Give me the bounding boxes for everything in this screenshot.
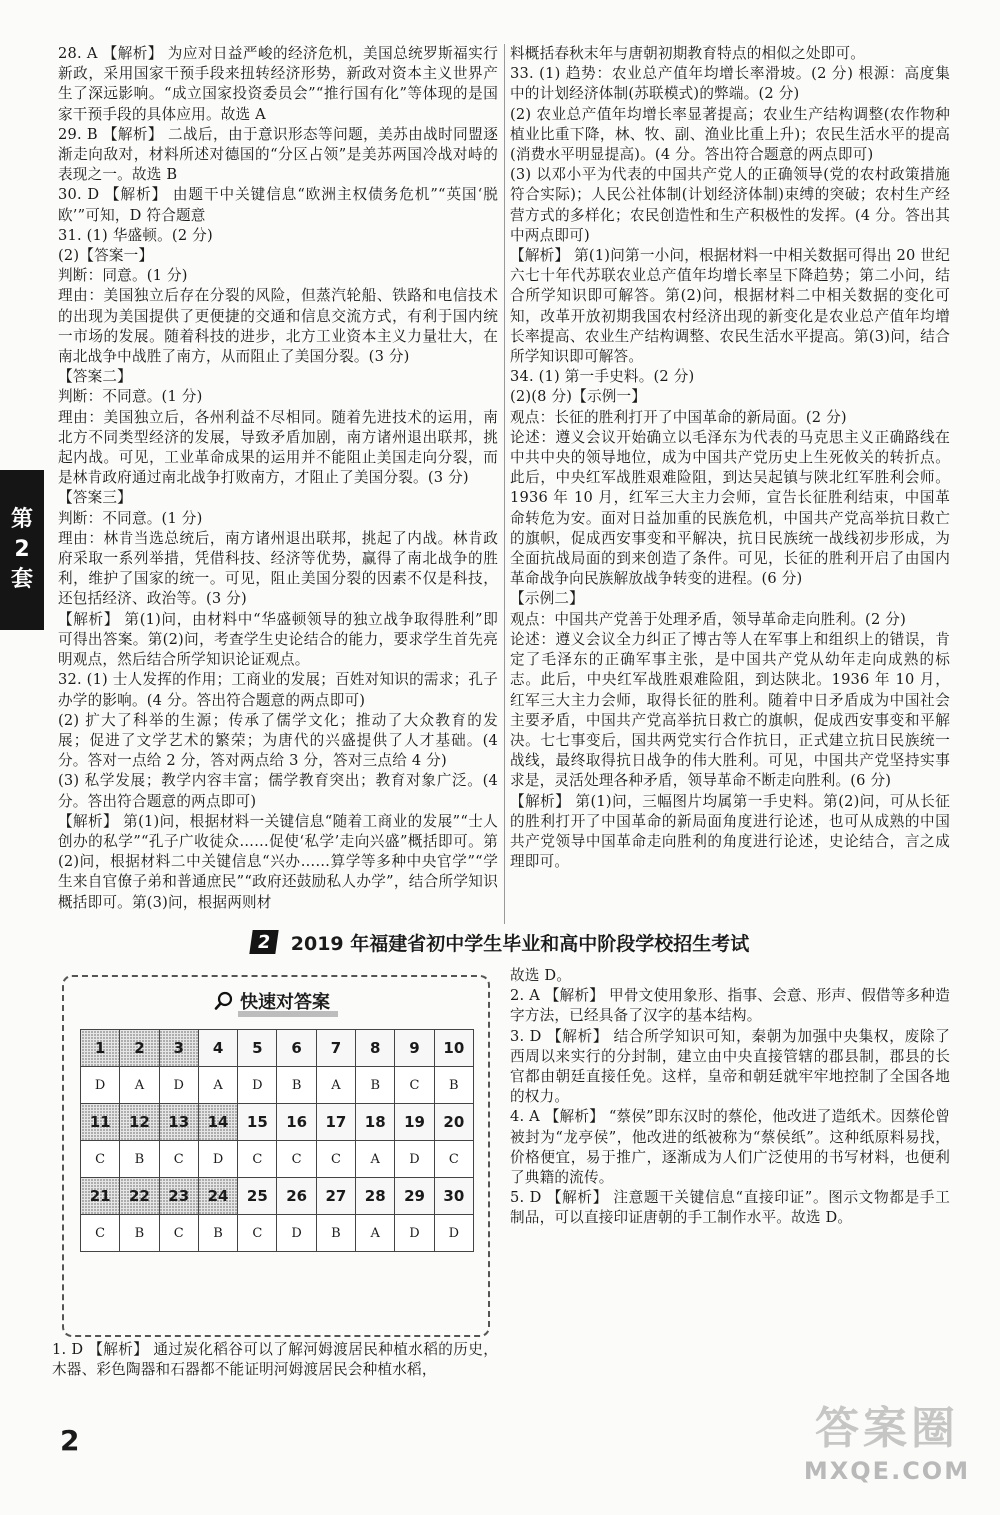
- question-number-cell: 4: [198, 1030, 237, 1067]
- question-number-cell: 27: [316, 1178, 355, 1215]
- answer-34-example1-argument: 论述：遵义会议开始确立以毛泽东为代表的马克思主义正确路线在中共中央的领导地位，成为中国共产党历史上生死攸关的转折点。此后，中央红军战胜艰难险阻，到达吴起镇与陕北红军胜利会师。1936 年 10 月，红军三大主力会师，宣告长征胜利结束，中国革命转危为安。面对日益加重的民族危机，中国共产党高举抗日救亡的旗帜，促成西安事变和平解决，抗日民族统一战线初步形成，为全面抗战局面的到来创造了条件。可见，长征的胜利开启了由国内革命战争向民族解放战争转变的进程。(6 分): [510, 428, 950, 588]
- question-number-cell: 17: [316, 1104, 355, 1141]
- question-number-cell: 8: [356, 1030, 395, 1067]
- answer-31-option1-header: (2)【答案一】: [58, 247, 154, 265]
- question-number-cell: 1: [81, 1030, 120, 1067]
- answer-31-option3-judgement: 判断：不同意。(1 分): [58, 509, 203, 527]
- page-number: 2: [60, 1424, 80, 1457]
- answer-34-example2-view: 观点：中国共产党善于处理矛盾，领导革命走向胜利。(2 分): [510, 610, 906, 628]
- answer-letter-cell: D: [395, 1215, 434, 1252]
- answer-33-part1: 33. (1) 趋势：农业总产值年均增长率滑坡。(2 分) 根源：高度集中的计划经济体制(苏联模式)的弊端。(2 分): [510, 65, 950, 103]
- question-number-cell: 22: [120, 1178, 159, 1215]
- quick-answer-box: [62, 975, 490, 1337]
- question-number-cell: 16: [277, 1104, 316, 1141]
- question-number-cell: 20: [434, 1104, 473, 1141]
- answer-32-part2: (2) 扩大了科举的生源；传承了儒学文化；推动了大众教育的发展；促进了文学艺术的繁荣；为唐代的兴盛提供了人才基础。(4 分。答对一点给 2 分，答对两点给 3 分，答对三点给 4 分): [58, 711, 498, 770]
- bottom-left-column: [52, 1340, 498, 1380]
- answer-letter-cell: D: [277, 1215, 316, 1252]
- question-number-cell: 29: [395, 1178, 434, 1215]
- question-number-cell: 2: [120, 1030, 159, 1067]
- answer-31-option1-judgement: 判断：同意。(1 分): [58, 267, 188, 285]
- magnifier-icon: [214, 991, 234, 1011]
- answer-letter-cell: C: [395, 1067, 434, 1104]
- answer-letter-cell: A: [316, 1067, 355, 1104]
- answer-3: 3. D 【解析】 结合所学知识可知，秦朝为加强中央集权，废除了西周以来实行的分封制，建立由中央直接管辖的郡县制，郡县的长官都由朝廷直接任免。这样，皇帝和朝廷就牢牢地控制了全国各地的权力。: [510, 1027, 950, 1106]
- question-number-cell: 5: [238, 1030, 277, 1067]
- answer-5: 5. D 【解析】 注意题干关键信息“直接印证”。图示文物都是手工制品，可以直接印证唐朝的手工制作水平。故选 D。: [510, 1189, 950, 1227]
- answer-table: [80, 1029, 474, 1252]
- answer-31-option2-header: 【答案二】: [58, 368, 132, 386]
- answer-letter-row: [81, 1067, 474, 1104]
- question-number-cell: 25: [238, 1178, 277, 1215]
- quick-answer-title-text: 快速对答案: [240, 992, 330, 1013]
- answer-letter-cell: D: [81, 1067, 120, 1104]
- answer-31-option1-reason: 理由：美国独立后存在分裂的风险，但蒸汽轮船、铁路和电信技术的出现为美国提供了更便捷的交通和信息交流方式，有利于国内统一市场的发展。随着科技的进步，北方工业资本主义力量壮大，在南北战争中战胜了南方，从而阻止了美国分裂。(3 分): [58, 287, 498, 366]
- question-number-cell: 13: [159, 1104, 198, 1141]
- answer-letter-cell: B: [356, 1067, 395, 1104]
- right-answer-column: [510, 44, 950, 872]
- answer-1-cont: 故选 D。: [510, 967, 572, 984]
- watermark-url: MXQE.COM: [803, 1457, 971, 1485]
- bottom-right-column: [510, 966, 950, 1229]
- side-tab-char-1: 第: [10, 507, 33, 532]
- answer-letter-cell: A: [356, 1141, 395, 1178]
- answer-34-example1-view: 观点：长征的胜利打开了中国革命的新局面。(2 分): [510, 408, 847, 426]
- answer-letter-cell: C: [277, 1141, 316, 1178]
- answer-32-analysis-cont: 料概括春秋末年与唐朝初期教育特点的相似之处即可。: [510, 45, 866, 62]
- answer-letter-cell: D: [238, 1067, 277, 1104]
- question-number-cell: 9: [395, 1030, 434, 1067]
- answer-34-example1-header: (2)(8 分)【示例一】: [510, 388, 647, 406]
- answer-letter-cell: C: [238, 1215, 277, 1252]
- answer-letter-cell: C: [238, 1141, 277, 1178]
- watermark-logo-text: 答案圈: [815, 1403, 959, 1454]
- answer-letter-cell: D: [159, 1067, 198, 1104]
- answer-letter-cell: B: [120, 1215, 159, 1252]
- answer-letter-cell: B: [434, 1067, 473, 1104]
- answer-28: 28. A 【解析】 为应对日益严峻的经济危机，美国总统罗斯福实行新政，采用国家干预手段来扭转经济形势，新政对资本主义世界产生了深远影响。“成立国家投资委员会”“推行国有化”等体现的是国家干预手段的具体应用。故选 A: [58, 45, 498, 123]
- question-number-cell: 10: [434, 1030, 473, 1067]
- answer-letter-cell: A: [198, 1067, 237, 1104]
- answer-34-analysis: 【解析】 第(1)问，三幅图片均属第一手史料。第(2)问，可从长征的胜利打开了中国革命的新局面角度进行论述，也可从成熟的中国共产党领导中国革命走向胜利的角度进行论述，史论结合，言之成理即可。: [510, 792, 950, 871]
- column-divider: [504, 44, 505, 924]
- answer-34-part1: 34. (1) 第一手史料。(2 分): [510, 368, 695, 386]
- question-number-cell: 18: [356, 1104, 395, 1141]
- answer-31-option3-header: 【答案三】: [58, 489, 132, 507]
- question-number-cell: 23: [159, 1178, 198, 1215]
- answer-letter-row: [81, 1141, 474, 1178]
- question-number-cell: 15: [238, 1104, 277, 1141]
- answer-number-row: [81, 1104, 474, 1141]
- answer-34-example2-header: 【示例二】: [510, 590, 584, 608]
- answer-33-part2: (2) 农业总产值年均增长率显著提高；农业生产结构调整(农作物种植业比重下降，林、牧、副、渔业比重上升)；农民生活水平的提高(消费水平明显提高)。(4 分。答出符合题意的两点即可): [510, 105, 950, 164]
- side-tab-char-2: 2: [14, 537, 30, 562]
- answer-29: 29. B 【解析】 二战后，由于意识形态等问题，美苏由战时同盟逐渐走向敌对，材料所述对德国的“分区占领”是美苏两国冷战对峙的表现之一。故选 B: [58, 125, 498, 184]
- answer-letter-row: [81, 1215, 474, 1252]
- answer-letter-cell: C: [81, 1215, 120, 1252]
- answer-31-option2-judgement: 判断：不同意。(1 分): [58, 388, 203, 406]
- section-heading: [0, 924, 1000, 960]
- question-number-cell: 28: [356, 1178, 395, 1215]
- answer-letter-cell: C: [81, 1141, 120, 1178]
- answer-31-part1: 31. (1) 华盛顿。(2 分): [58, 226, 213, 244]
- quick-answer-title: [214, 987, 330, 1015]
- answer-letter-cell: D: [198, 1141, 237, 1178]
- section-number-badge: 2: [249, 930, 278, 954]
- answer-letter-cell: B: [198, 1215, 237, 1252]
- answer-31-option3-reason: 理由：林肯当选总统后，南方诸州退出联邦，挑起了内战。林肯政府采取一系列举措，凭借科技、经济等优势，赢得了南北战争的胜利，维护了国家的统一。可见，阻止美国分裂的因素不仅是科技，还包括经济、政治等。(3 分): [58, 529, 498, 608]
- question-number-cell: 24: [198, 1178, 237, 1215]
- answer-letter-cell: B: [120, 1141, 159, 1178]
- answer-1: 1. D 【解析】 通过炭化稻谷可以了解河姆渡居民种植水稻的历史，木器、彩色陶器和石器都不能证明河姆渡居民会种植水稻，: [52, 1341, 498, 1379]
- question-number-cell: 6: [277, 1030, 316, 1067]
- answer-letter-cell: A: [356, 1215, 395, 1252]
- side-tab-char-3: 套: [10, 567, 33, 592]
- answer-letter-cell: D: [395, 1141, 434, 1178]
- answer-letter-cell: A: [120, 1067, 159, 1104]
- site-watermark: [792, 1401, 982, 1501]
- answer-4: 4. A 【解析】 “蔡侯”即东汉时的蔡伦，他改进了造纸术。因蔡伦曾被封为“龙亭侯”，他改进的纸被称为“蔡侯纸”。这种纸原料易找，价格便宜，易于推广，逐渐成为人们广泛使用的书写材料，也便利了典籍的流传。: [510, 1108, 950, 1187]
- answer-33-part3: (3) 以邓小平为代表的中国共产党人的正确领导(党的农村政策措施符合实际)；人民公社体制(计划经济体制)束缚的突破；农村生产经营方式的多样化；农民创造性和生产积极性的发挥。(4 分。答出其中两点即可): [510, 166, 950, 244]
- answer-32-part1: 32. (1) 士人发挥的作用；工商业的发展；百姓对知识的需求；孔子办学的影响。(4 分。答出符合题意的两点即可): [58, 671, 498, 709]
- answer-letter-cell: B: [277, 1067, 316, 1104]
- answer-number-row: [81, 1030, 474, 1067]
- answer-31-analysis: 【解析】 第(1)问，由材料中“华盛顿领导的独立战争取得胜利”即可得出答案。第(2)问，考查学生史论结合的能力，要求学生首先亮明观点，然后结合所学知识论证观点。: [58, 610, 498, 669]
- left-answer-column: [58, 44, 498, 913]
- question-number-cell: 11: [81, 1104, 120, 1141]
- answer-31-option2-reason: 理由：美国独立后，各州利益不尽相同。随着先进技术的运用，南北方不同类型经济的发展，导致矛盾加剧，南方诸州退出联邦，挑起内战。可见，工业革命成果的运用并不能阻止美国走向分裂，而是林肯政府通过南北战争打败南方，才阻止了美国分裂。(3 分): [58, 408, 498, 487]
- question-number-cell: 3: [159, 1030, 198, 1067]
- answer-30: 30. D 【解析】 由题干中关键信息“欧洲主权债务危机”“英国‘脱欧’”可知，D 符合题意: [58, 186, 498, 224]
- answer-letter-cell: B: [316, 1215, 355, 1252]
- section-title: 2019 年福建省初中学生毕业和高中阶段学校招生考试: [290, 932, 750, 955]
- question-number-cell: 12: [120, 1104, 159, 1141]
- answer-32-part3: (3) 私学发展；教学内容丰富；儒学教育突出；教育对象广泛。(4 分。答出符合题意的两点即可): [58, 772, 498, 810]
- answer-34-example2-argument: 论述：遵义会议全力纠正了博古等人在军事上和组织上的错误，肯定了毛泽东的正确军事主张，是中国共产党从幼年走向成熟的标志。此后，中央红军战胜艰难险阻，到达陕北。1936 年 10 月，红军三大主力会师，取得长征的胜利。随着中日矛盾成为中国社会主要矛盾，中国共产党高举抗日救亡的旗帜，促成西安事变和平解决。七七事变后，国共两党实行合作抗日，正式建立抗日民族统一战线，最终取得抗日战争的伟大胜利。可见，中国共产党坚持实事求是，灵活处理各种矛盾，领导革命不断走向胜利。(6 分): [510, 630, 950, 790]
- answer-letter-cell: C: [159, 1141, 198, 1178]
- question-number-cell: 7: [316, 1030, 355, 1067]
- answer-letter-cell: D: [434, 1215, 473, 1252]
- answer-letter-cell: C: [316, 1141, 355, 1178]
- question-number-cell: 19: [395, 1104, 434, 1141]
- answer-33-analysis: 【解析】 第(1)问第一小问，根据材料一中相关数据可得出 20 世纪六七十年代苏联农业总产值年均增长率呈下降趋势；第二小问，结合所学知识即可解答。第(2)问，根据材料二中相关数据的变化可知，改革开放初期我国农村经济出现的新变化是农业总产值年均增长率提高、农业生产结构调整、农民生活水平提高。第(3)问，结合所学知识即可解答。: [510, 247, 950, 366]
- answer-32-analysis: 【解析】 第(1)问，根据材料一关键信息“随着工商业的发展”“士人创办的私学”“孔子广收徒众……促使‘私学’走向兴盛”概括即可。第(2)问，根据材料二中关键信息“兴办……算学等多种中央官学”“学生来自官僚子弟和普通庶民”“政府还鼓励私人办学”，结合所学知识概括即可。第(3)问，根据两则材: [58, 812, 498, 911]
- set-side-tab: [0, 470, 44, 630]
- answer-letter-cell: C: [159, 1215, 198, 1252]
- answer-number-row: [81, 1178, 474, 1215]
- question-number-cell: 26: [277, 1178, 316, 1215]
- question-number-cell: 21: [81, 1178, 120, 1215]
- answer-letter-cell: C: [434, 1141, 473, 1178]
- question-number-cell: 14: [198, 1104, 237, 1141]
- answer-2: 2. A 【解析】 甲骨文使用象形、指事、会意、形声、假借等多种造字方法，已经具备了汉字的基本结构。: [510, 987, 950, 1025]
- question-number-cell: 30: [434, 1178, 473, 1215]
